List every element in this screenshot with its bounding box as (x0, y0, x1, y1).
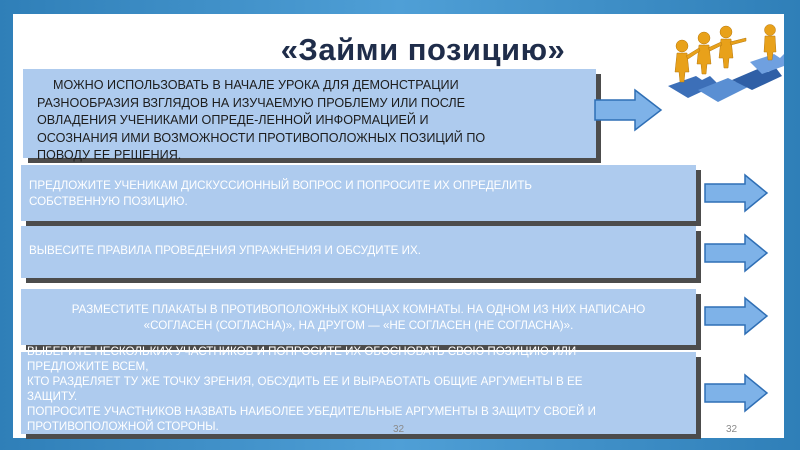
step-line: ПРЕДЛОЖИТЕ ВСЕМ, (27, 360, 149, 373)
intro-line: РАЗНООБРАЗИЯ ВЗГЛЯДОВ НА ИЗУЧАЕМУЮ ПРОБЛЕМУ ИЛИ ПОСЛЕ (37, 95, 466, 110)
people-on-puzzle-image (658, 14, 784, 114)
intro-line: МОЖНО ИСПОЛЬЗОВАТЬ В НАЧАЛЕ УРОКА ДЛЯ ДЕМОНСТРАЦИИ (53, 78, 459, 92)
step-box-2 (21, 226, 696, 278)
right-arrow-icon (705, 297, 769, 335)
intro-box (23, 69, 596, 162)
page-title: «Займи позицию» (280, 32, 566, 67)
step-line: РАЗМЕСТИТЕ ПЛАКАТЫ В ПРОТИВОПОЛОЖНЫХ КОНЦАХ КОМНАТЫ. НА ОДНОМ ИЗ НИХ НАПИСАНО (71, 303, 646, 316)
step-box-4 (21, 345, 696, 434)
step-line: ПРОТИВОПОЛОЖНОЙ СТОРОНЫ. (27, 420, 219, 433)
intro-line: ОСОЗНАНИЯ ИМИ ВОЗМОЖНОСТИ ПРОТИВОПОЛОЖНЫХ ПОЗИЦИЙ ПО (37, 130, 486, 145)
intro-line: ПОВОДУ ЕЕ РЕШЕНИЯ. (37, 148, 182, 162)
step-line: ВЫБЕРИТЕ НЕСКОЛЬКИХ УЧАСТНИКОВ И ПОПРОСИТЕ ИХ ОБОСНОВАТЬ СВОЮ ПОЗИЦИЮ ИЛИ (27, 345, 577, 358)
step-line: СОБСТВЕННУЮ ПОЗИЦИЮ. (29, 195, 188, 208)
step-box-1 (21, 165, 696, 221)
right-arrow-icon (705, 174, 769, 212)
right-arrow-icon (595, 88, 663, 132)
step-line: ЗАЩИТУ. (27, 390, 78, 403)
step-box-3 (21, 289, 696, 345)
right-arrow-icon (705, 234, 769, 272)
step-line: «СОГЛАСЕН (СОГЛАСНА)», НА ДРУГОМ — «НЕ СОГЛАСЕН (НЕ СОГЛАСНА)». (143, 319, 574, 332)
page-number: 32 (393, 424, 405, 435)
step-line: ПРЕДЛОЖИТЕ УЧЕНИКАМ ДИСКУССИОННЫЙ ВОПРОС И ПОПРОСИТЕ ИХ ОПРЕДЕЛИТЬ (29, 179, 533, 192)
right-arrow-icon (705, 374, 769, 412)
step-line: КТО РАЗДЕЛЯЕТ ТУ ЖЕ ТОЧКУ ЗРЕНИЯ, ОБСУДИТЬ ЕЕ И ВЫРАБОТАТЬ ОБЩИЕ АРГУМЕНТЫ В ЕЕ (27, 375, 583, 388)
page-number: 32 (726, 424, 738, 435)
step-line: ПОПРОСИТЕ УЧАСТНИКОВ НАЗВАТЬ НАИБОЛЕЕ УБЕДИТЕЛЬНЫЕ АРГУМЕНТЫ В ЗАЩИТУ СВОЕЙ И (27, 405, 596, 418)
step-line: ВЫВЕСИТЕ ПРАВИЛА ПРОВЕДЕНИЯ УПРАЖНЕНИЯ И ОБСУДИТЕ ИХ. (29, 244, 421, 257)
intro-line: ОВЛАДЕНИЯ УЧЕНИКАМИ ОПРЕДЕ-ЛЕННОЙ ИНФОРМАЦИЕЙ И (37, 113, 429, 127)
slide (13, 14, 784, 438)
